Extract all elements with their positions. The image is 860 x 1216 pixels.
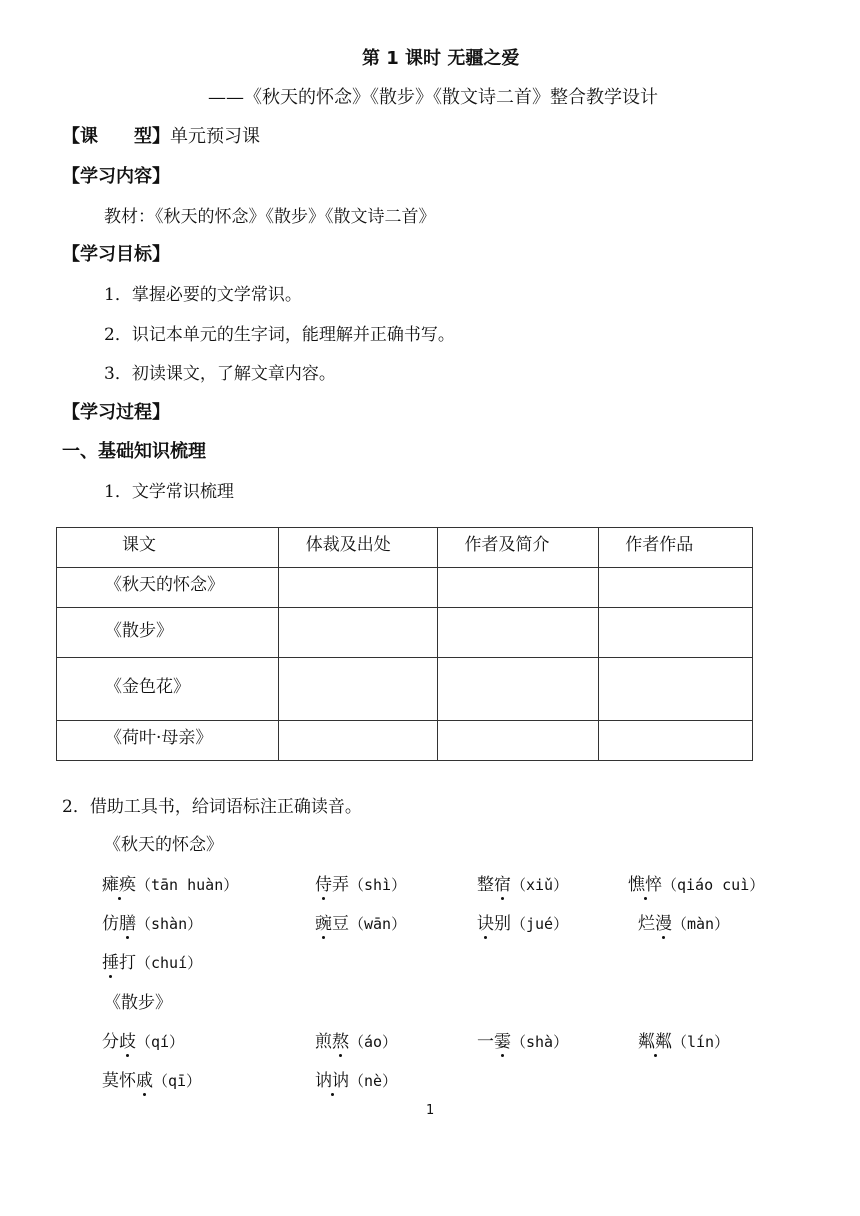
content-text: 教材：《秋天的怀念》《散步》《散文诗二首》 bbox=[104, 207, 436, 227]
table-cell-empty[interactable] bbox=[438, 721, 599, 761]
page-number: 1 bbox=[426, 1103, 435, 1118]
vocab-entry: 憔悴（qiáo cuì） bbox=[628, 870, 764, 895]
table-cell-empty[interactable] bbox=[599, 568, 753, 608]
vocab-entry: 瘫痪（tān huàn） bbox=[102, 870, 238, 895]
vocab-entry: 一霎（shà） bbox=[477, 1027, 568, 1052]
table-header-cell: 课文 bbox=[57, 528, 279, 568]
table-cell-empty[interactable] bbox=[438, 568, 599, 608]
process-heading: 【学习过程】 bbox=[62, 402, 170, 423]
literature-table bbox=[56, 527, 753, 761]
goal-item: 1．掌握必要的文学常识。 bbox=[104, 285, 302, 305]
table-cell-empty[interactable] bbox=[599, 608, 753, 658]
content-heading: 【学习内容】 bbox=[62, 166, 170, 187]
vocab-entry: 煎熬（áo） bbox=[315, 1027, 397, 1052]
table-cell-title: 《金色花》 bbox=[57, 658, 279, 721]
table-row bbox=[57, 568, 753, 608]
item-heading: 2．借助工具书，给词语标注正确读音。 bbox=[62, 797, 362, 817]
table-header-cell: 作者作品 bbox=[599, 528, 753, 568]
table-header-row bbox=[57, 528, 753, 568]
vocab-entry: 分歧（qí） bbox=[102, 1027, 184, 1052]
vocab-entry: 诀别（jué） bbox=[477, 909, 568, 934]
table-cell-empty[interactable] bbox=[438, 658, 599, 721]
table-cell-title: 《荷叶·母亲》 bbox=[57, 721, 279, 761]
vocab-entry: 捶打（chuí） bbox=[102, 948, 202, 973]
vocab-entry: 粼粼（lín） bbox=[638, 1027, 729, 1052]
table-cell-empty[interactable] bbox=[278, 608, 438, 658]
section-heading: 一、基础知识梳理 bbox=[62, 441, 206, 462]
table-cell-title: 《秋天的怀念》 bbox=[57, 568, 279, 608]
table-row bbox=[57, 658, 753, 721]
table-cell-empty[interactable] bbox=[278, 568, 438, 608]
table-row bbox=[57, 721, 753, 761]
table-cell-empty[interactable] bbox=[278, 658, 438, 721]
goal-item: 3．初读课文，了解文章内容。 bbox=[104, 364, 336, 384]
vocab-entry: 仿膳（shàn） bbox=[102, 909, 202, 934]
table-header-cell: 体裁及出处 bbox=[278, 528, 438, 568]
vocab-entry: 豌豆（wān） bbox=[315, 909, 406, 934]
vocab-entry: 讷讷（nè） bbox=[315, 1066, 397, 1091]
table-cell-empty[interactable] bbox=[599, 658, 753, 721]
page-subtitle: ——《秋天的怀念》《散步》《散文诗二首》整合教学设计 bbox=[208, 87, 658, 108]
goals-heading: 【学习目标】 bbox=[62, 244, 170, 265]
table-cell-title: 《散步》 bbox=[57, 608, 279, 658]
lesson-type-line bbox=[62, 122, 260, 148]
table-cell-empty[interactable] bbox=[278, 721, 438, 761]
group-title: 《散步》 bbox=[104, 993, 172, 1013]
vocab-entry: 烂漫（màn） bbox=[638, 909, 729, 934]
table-cell-empty[interactable] bbox=[599, 721, 753, 761]
vocab-entry: 整宿（xiǔ） bbox=[477, 870, 568, 895]
table-row bbox=[57, 608, 753, 658]
vocab-entry: 侍弄（shì） bbox=[315, 870, 406, 895]
lesson-type-label: 【课 型】 bbox=[62, 126, 170, 147]
goal-item: 2．识记本单元的生字词，能理解并正确书写。 bbox=[104, 325, 455, 345]
table-header-cell: 作者及简介 bbox=[438, 528, 599, 568]
lesson-type-value: 单元预习课 bbox=[170, 126, 260, 147]
table-cell-empty[interactable] bbox=[438, 608, 599, 658]
page-title: 第 1 课时 无疆之爱 bbox=[362, 48, 520, 69]
item-heading: 1．文学常识梳理 bbox=[104, 482, 234, 502]
group-title: 《秋天的怀念》 bbox=[104, 835, 223, 855]
vocab-entry: 莫怀戚（qī） bbox=[102, 1066, 201, 1091]
